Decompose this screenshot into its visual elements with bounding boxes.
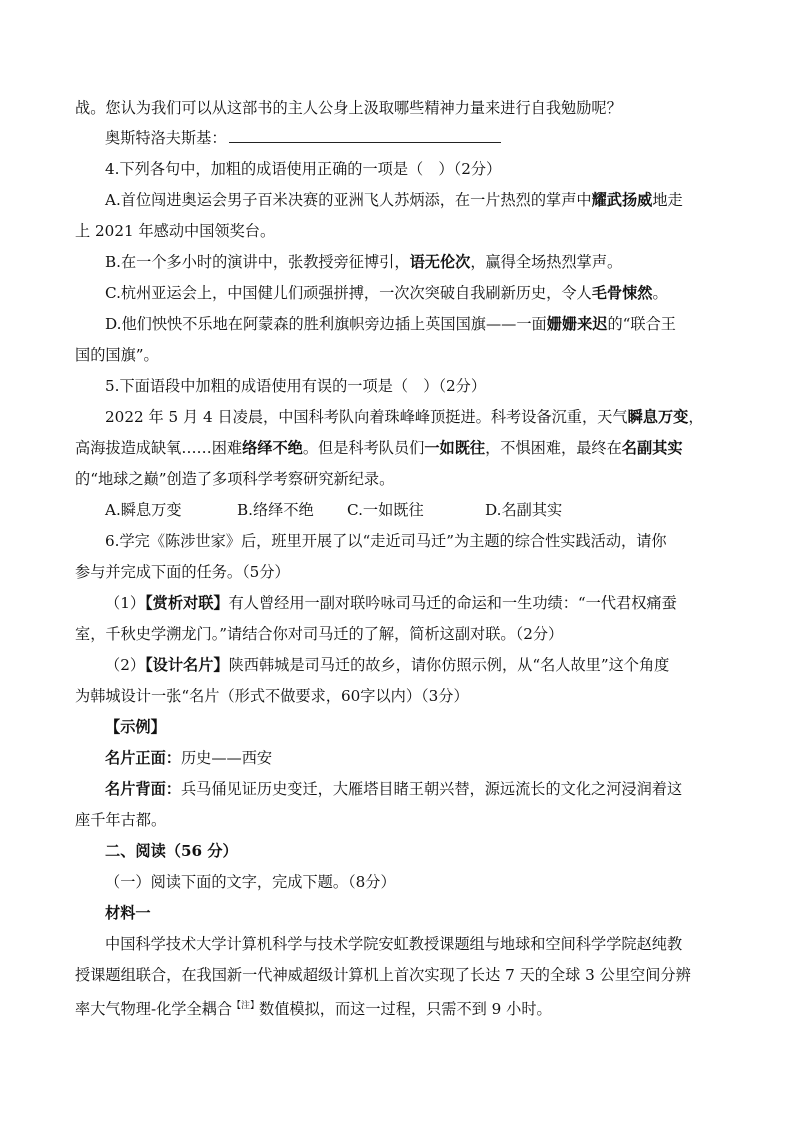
section-heading: 二、阅读（56 分）: [105, 842, 238, 860]
card-front-text: 历史——西安: [180, 749, 273, 767]
option-text: ，赢得全场热烈掌声。: [470, 253, 623, 271]
answer-blank[interactable]: [229, 128, 501, 143]
question-4-option-d: [105, 314, 676, 334]
task-title: 【赏析对联】: [145, 594, 229, 612]
question-5-passage: 的“地球之巅”创造了多项科学考察研究新纪录。: [75, 470, 395, 488]
material-title: 材料一: [105, 904, 151, 922]
material-paragraph: [75, 996, 552, 1019]
paragraph-line: 战。您认为我们可以从这部书的主人公身上汲取哪些精神力量来进行自我勉励呢？: [75, 99, 622, 117]
paragraph-line: 国的国旗”。: [75, 346, 159, 364]
option-b: B.络绎不绝: [237, 501, 314, 519]
question-5-passage: [75, 438, 683, 458]
option-c: C.一如既往: [347, 501, 424, 519]
question-4-option-c: [105, 283, 668, 303]
bold-idiom: 络绎不绝: [242, 439, 303, 457]
question-6-stem: 参与并完成下面的任务。（5分）: [75, 563, 290, 581]
question-5-stem: 5.下面语段中加粗的成语使用有误的一项是（ ）（2分）: [105, 377, 487, 395]
material-text: 数值模拟，而这一过程，只需不到 9 小时。: [259, 1000, 552, 1019]
bold-idiom: 语无伦次: [409, 253, 471, 271]
passage-text: ，不惧困难，最终在: [485, 439, 622, 457]
passage-text: 2022 年 5 月 4 日凌晨，中国科考队向着珠峰峰顶挺进。科考设备沉重，天气: [105, 408, 628, 426]
task-2: [105, 655, 669, 675]
option-text: B.在一个多小时的演讲中，张教授旁征博引，: [105, 253, 410, 271]
task-2: 为韩城设计一张“名片（形式不做要求，60字以内）（3分）: [75, 687, 469, 705]
task-title: 【设计名片】: [145, 656, 229, 674]
question-4-option-a: [105, 190, 683, 210]
question-5-passage: [105, 407, 704, 427]
card-back-label: 名片背面：: [105, 780, 181, 798]
bold-idiom: 名副其实: [621, 439, 683, 457]
task-number: （1）: [105, 594, 146, 612]
material-paragraph: 授课题组联合，在我国新一代神威超级计算机上首次实现了长达 7 天的全球 3 公里空间分辨: [75, 966, 691, 984]
bold-idiom: 毛骨悚然: [591, 284, 653, 302]
task-number: （2）: [105, 656, 146, 674]
task-1: [105, 593, 677, 613]
subsection-heading: （一）阅读下面的文字，完成下题。（8分）: [105, 873, 396, 891]
passage-text: 。但是科考队员们: [302, 439, 425, 457]
answer-label: 奥斯特洛夫斯基：: [105, 129, 227, 147]
bold-idiom: 耀武扬威: [591, 191, 653, 209]
task-1: 室，千秋史学溯龙门。”请结合你对司马迁的了解，简析这副对联。（2分）: [75, 625, 564, 643]
card-back: [105, 779, 682, 799]
task-text: 有人曾经用一副对联吟咏司马迁的命运和一生功绩：“一代君权痛蚕: [228, 594, 677, 612]
task-text: 陕西韩城是司马迁的故乡，请你仿照示例，从“名人故里”这个角度: [228, 656, 670, 674]
answer-line: [105, 128, 501, 148]
card-back-text: 兵马俑见证历史变迁，大雁塔目睹王朝兴替，源远流长的文化之河浸润着这: [180, 780, 683, 798]
passage-text: ，: [688, 408, 704, 426]
option-text: A.首位闯进奥运会男子百米决赛的亚洲飞人苏炳添，在一片热烈的掌声中: [105, 191, 592, 209]
material-text: 率大气物理-化学全耦合: [75, 1000, 233, 1019]
option-d: D.名副其实: [485, 501, 563, 519]
option-text: 。: [652, 284, 668, 302]
material-paragraph: 中国科学技术大学计算机科学与技术学院安虹教授课题组与地球和空间科学学院赵纯教: [105, 935, 683, 953]
bold-idiom: 一如既往: [424, 439, 486, 457]
option-text: 地走: [652, 191, 683, 209]
option-a: A.瞬息万变: [105, 501, 182, 519]
card-front-label: 名片正面：: [105, 749, 181, 767]
card-front: [105, 748, 272, 768]
question-4-option-b: [105, 252, 622, 272]
bold-idiom: 姗姗来迟: [546, 315, 608, 333]
option-text: 的“联合王: [607, 315, 676, 333]
passage-text: 高海拔造成缺氧……困难: [75, 439, 243, 457]
question-4-stem: 4.下列各句中，加粗的成语使用正确的一项是（ ）（2分）: [105, 160, 502, 178]
option-text: D.他们怏怏不乐地在阿蒙森的胜利旗帜旁边插上英国国旗——一面: [105, 315, 547, 333]
option-text: C.杭州亚运会上，中国健儿们顽强拼搏，一次次突破自我刷新历史，令人: [105, 284, 592, 302]
paragraph-line: 上 2021 年感动中国领奖台。: [75, 222, 276, 240]
question-6-stem: 6.学完《陈涉世家》后，班里开展了以“走近司马迁”为主题的综合性实践活动，请你: [105, 532, 667, 550]
card-back: 座千年古都。: [75, 811, 167, 829]
footnote-marker: 【注】: [232, 1001, 260, 1011]
example-heading: 【示例】: [105, 718, 166, 736]
bold-idiom: 瞬息万变: [627, 408, 689, 426]
